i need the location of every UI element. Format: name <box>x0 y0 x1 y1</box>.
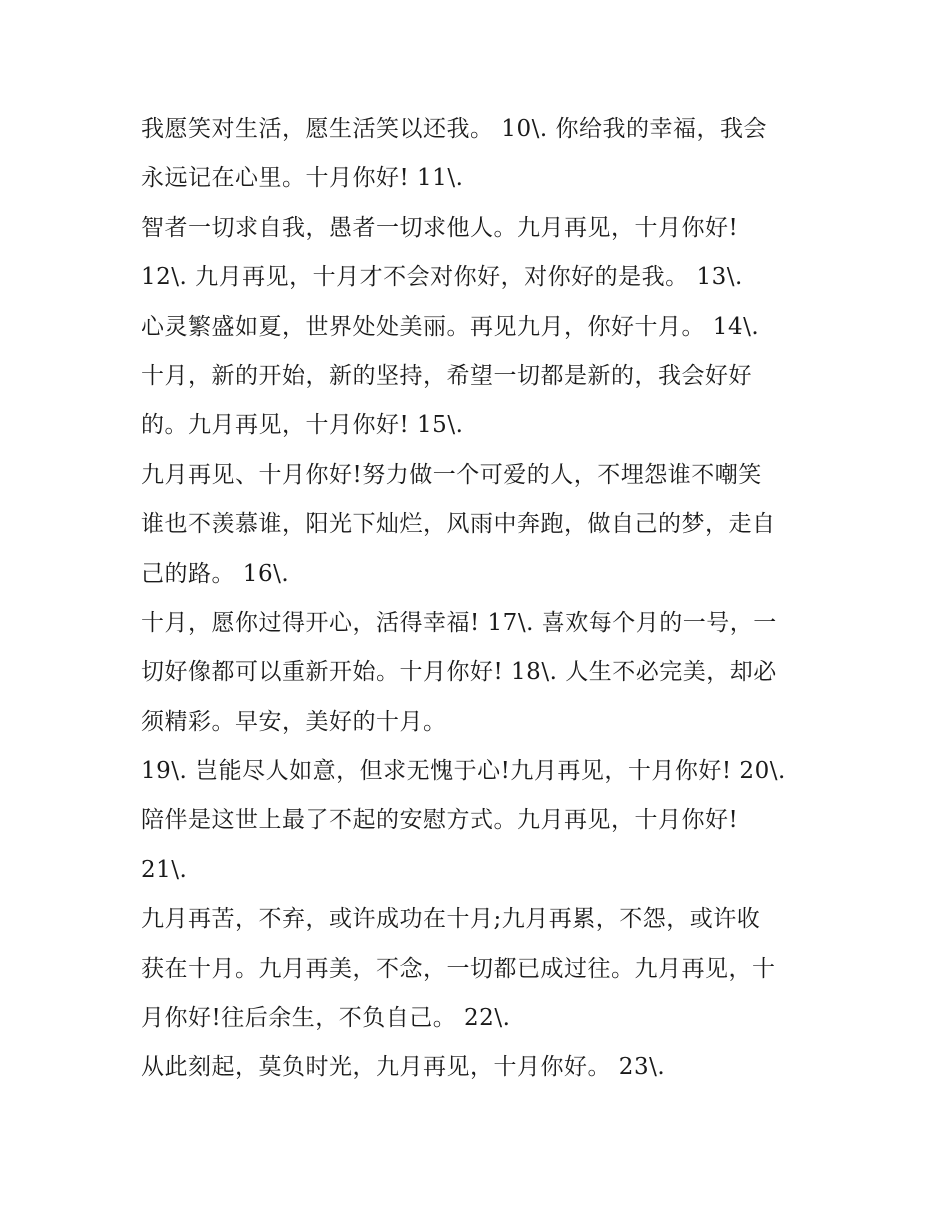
text-line: 21\. <box>141 856 188 883</box>
text-line: 月你好!往后余生，不负自己。 22\. <box>141 1005 511 1032</box>
text-line: 的。九月再见，十月你好! 15\. <box>141 412 464 439</box>
text-line: 九月再苦，不弃，或许成功在十月;九月再累，不怨，或许收 <box>141 906 761 933</box>
text-line: 谁也不羡慕谁，阳光下灿烂，风雨中奔跑，做自己的梦，走自 <box>141 511 776 538</box>
text-line: 心灵繁盛如夏，世界处处美丽。再见九月，你好十月。 14\. <box>141 313 760 340</box>
text-line: 九月再见、十月你好!努力做一个可爱的人，不埋怨谁不嘲笑 <box>141 461 762 488</box>
text-line: 须精彩。早安，美好的十月。 <box>141 708 447 735</box>
text-line: 我愿笑对生活，愿生活笑以还我。 10\. 你给我的幸福，我会 <box>141 116 767 142</box>
text-line: 12\. 九月再见，十月才不会对你好，对你好的是我。 13\. <box>141 264 743 291</box>
text-line: 己的路。 16\. <box>141 560 290 587</box>
text-line: 19\. 岂能尽人如意，但求无愧于心!九月再见，十月你好! 20\. <box>141 758 786 785</box>
text-line: 获在十月。九月再美，不念，一切都已成过往。九月再见，十 <box>141 955 776 982</box>
text-line: 切好像都可以重新开始。十月你好! 18\. 人生不必完美，却必 <box>141 659 777 686</box>
body-text <box>141 105 831 1093</box>
text-line: 陪伴是这世上最了不起的安慰方式。九月再见，十月你好! <box>141 807 739 834</box>
text-line: 十月，新的开始，新的坚持，希望一切都是新的，我会好好 <box>141 362 752 389</box>
text-line: 永远记在心里。十月你好! 11\. <box>141 165 464 192</box>
text-line: 从此刻起，莫负时光，九月再见，十月你好。 23\. <box>141 1054 666 1081</box>
text-line: 十月，愿你过得开心，活得幸福! 17\. 喜欢每个月的一号，一 <box>141 609 777 636</box>
text-line: 智者一切求自我，愚者一切求他人。九月再见，十月你好! <box>141 214 739 241</box>
